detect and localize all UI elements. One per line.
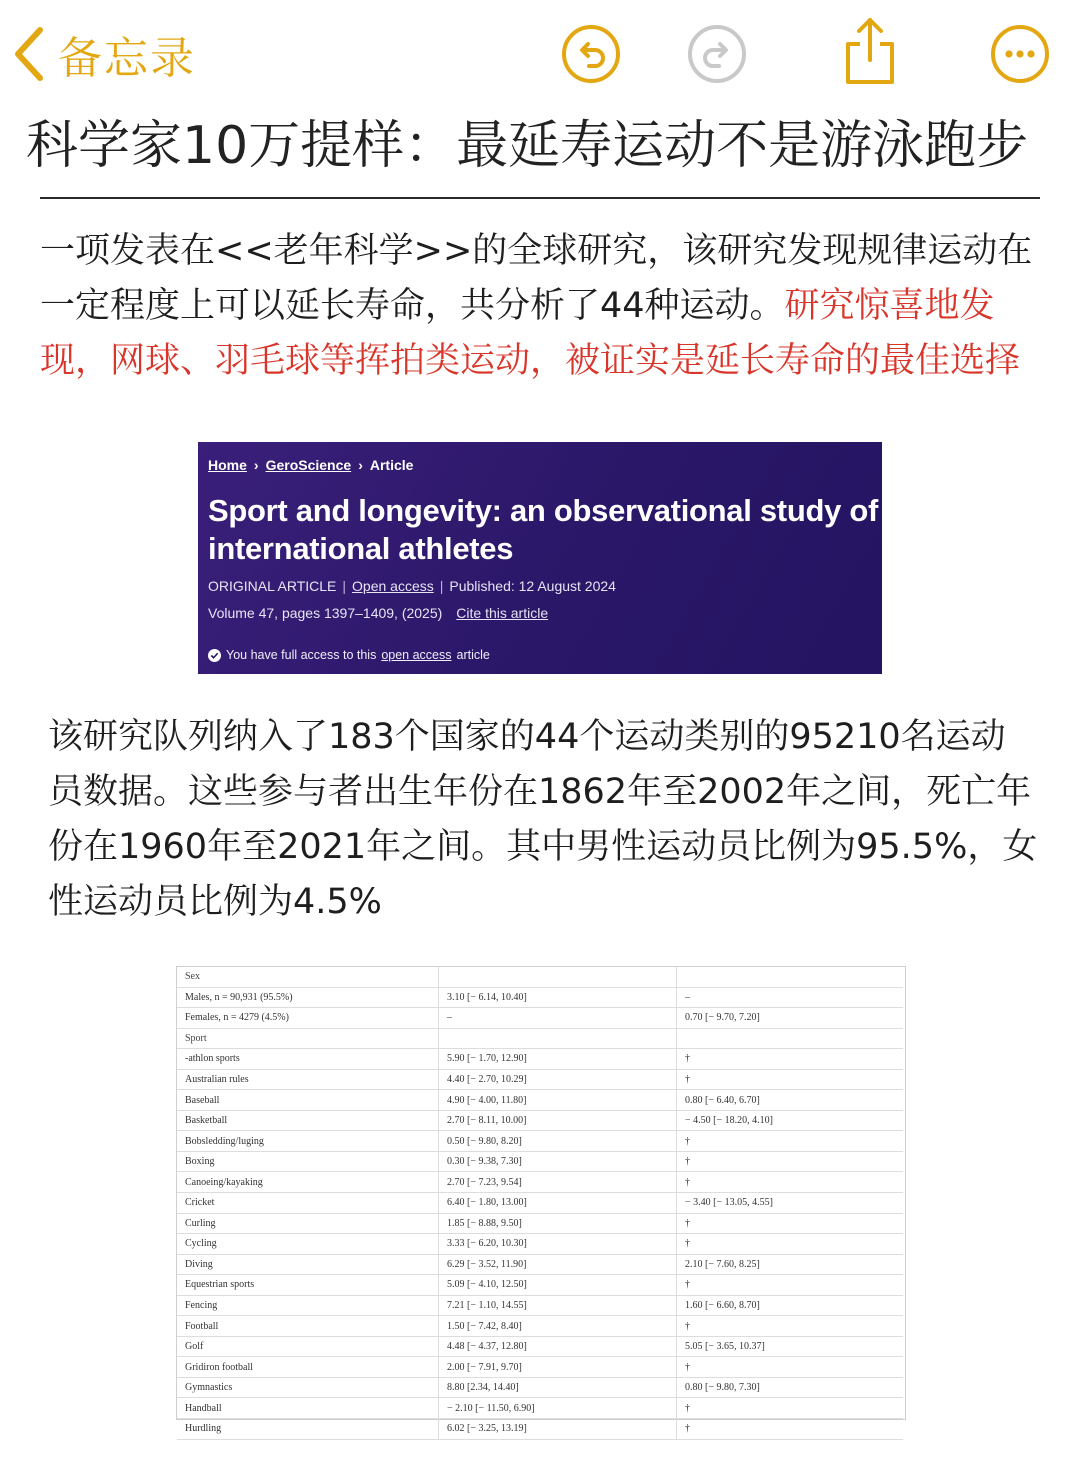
table-cell	[439, 967, 677, 987]
table-cell: 1.60 [− 6.60, 8.70]	[677, 1295, 904, 1316]
table-cell: 2.70 [− 7.23, 9.54]	[439, 1172, 677, 1193]
table-row	[177, 1254, 903, 1275]
table-row	[177, 1295, 903, 1316]
table-cell: 2.00 [− 7.91, 9.70]	[439, 1357, 677, 1378]
table-cell: †	[677, 1419, 904, 1440]
table-cell: 5.05 [− 3.65, 10.37]	[677, 1336, 904, 1357]
table-row	[177, 1419, 903, 1440]
table-cell: Females, n = 4279 (4.5%)	[177, 1008, 439, 1029]
table-cell: 4.48 [− 4.37, 12.80]	[439, 1336, 677, 1357]
share-icon	[840, 16, 900, 86]
table-row	[177, 987, 903, 1008]
table-cell: − 2.10 [− 11.50, 6.90]	[439, 1398, 677, 1419]
table-cell: Football	[177, 1316, 439, 1337]
table-row	[177, 1049, 903, 1070]
table-cell: -athlon sports	[177, 1049, 439, 1070]
table-cell: Bobsledding/luging	[177, 1131, 439, 1152]
article-title: Sport and longevity: an observational study of international athletes	[208, 493, 879, 566]
more-button[interactable]	[990, 24, 1050, 84]
table-cell: Equestrian sports	[177, 1275, 439, 1296]
table-row	[177, 1213, 903, 1234]
undo-icon	[561, 24, 621, 84]
table-row	[177, 1131, 903, 1152]
note-title: 科学家10万提样：最延寿运动不是游泳跑步	[26, 116, 1029, 176]
table-cell: 0.50 [− 9.80, 8.20]	[439, 1131, 677, 1152]
table-cell: 7.21 [− 1.10, 14.55]	[439, 1295, 677, 1316]
table-cell: †	[677, 1049, 904, 1070]
table-row	[177, 1193, 903, 1214]
table-row	[177, 1008, 903, 1029]
table-cell: †	[677, 1213, 904, 1234]
table-cell: Diving	[177, 1254, 439, 1275]
table-cell: 4.40 [− 2.70, 10.29]	[439, 1069, 677, 1090]
cohort-paragraph: 该研究队列纳入了183个国家的44个运动类别的95210名运动员数据。这些参与者出生年份在1862年至2002年之间，死亡年份在1960年至2021年之间。其中男性运动员比例为95.5%，女性运动员比例为4.5%	[48, 717, 1038, 922]
table-cell: Males, n = 90,931 (95.5%)	[177, 987, 439, 1008]
breadcrumb-separator: ›	[358, 457, 363, 473]
share-button[interactable]	[840, 16, 900, 86]
table-section-row	[177, 1028, 903, 1049]
more-icon	[990, 24, 1050, 84]
open-access-link[interactable]: Open access	[352, 578, 434, 594]
table-cell: Boxing	[177, 1151, 439, 1172]
breadcrumb-current: Article	[369, 457, 414, 473]
table-cell: †	[677, 1357, 904, 1378]
table-cell: †	[677, 1275, 904, 1296]
table-cell: †	[677, 1172, 904, 1193]
table-cell: 0.30 [− 9.38, 7.30]	[439, 1151, 677, 1172]
table-cell: Handball	[177, 1398, 439, 1419]
table-cell: †	[677, 1398, 904, 1419]
table-cell: Sex	[177, 967, 439, 987]
results-table	[176, 966, 906, 1435]
article-type: ORIGINAL ARTICLE	[208, 578, 337, 594]
table-row	[177, 1336, 903, 1357]
table-row	[177, 1377, 903, 1398]
table-cell: Cycling	[177, 1234, 439, 1255]
table-cell: Gridiron football	[177, 1357, 439, 1378]
article-meta: ORIGINAL ARTICLE | Open access | Published: 12 August 2024	[208, 578, 616, 594]
table-cell: 3.33 [− 6.20, 10.30]	[439, 1234, 677, 1255]
table-cell: †	[677, 1316, 904, 1337]
back-button[interactable]	[12, 22, 196, 86]
table-cell: 0.70 [− 9.70, 7.20]	[677, 1008, 904, 1029]
table-cell	[677, 967, 904, 987]
table-cell: †	[677, 1234, 904, 1255]
table-row	[177, 1316, 903, 1337]
cite-article-link[interactable]: Cite this article	[456, 605, 549, 621]
intro-text: 一项发表在<<老年科学>>的全球研究，该研究发现规律运动在一定程度上可以延长寿命，共分析了44种运动。	[40, 231, 1033, 326]
table-row	[177, 1090, 903, 1111]
table-row	[177, 1357, 903, 1378]
redo-icon	[687, 24, 747, 84]
table-cell: − 3.40 [− 13.05, 4.55]	[677, 1193, 904, 1214]
intro-paragraph	[40, 224, 1040, 389]
table-cell	[677, 1028, 904, 1049]
table-cell: Fencing	[177, 1295, 439, 1316]
table-cell: –	[677, 987, 904, 1008]
table-row	[177, 1275, 903, 1296]
intro-highlight: 研究惊喜地发现，网球、羽毛球等挥拍类运动，被证实是延长寿命的最佳选择	[40, 286, 1021, 381]
table-cell: –	[439, 1008, 677, 1029]
table-row	[177, 1234, 903, 1255]
article-volume: Volume 47, pages 1397–1409, (2025)	[208, 605, 443, 621]
table-cell: †	[677, 1131, 904, 1152]
table-cell: Hurdling	[177, 1419, 439, 1440]
table-cell: 2.10 [− 7.60, 8.25]	[677, 1254, 904, 1275]
title-divider	[40, 197, 1040, 199]
table-cell: Australian rules	[177, 1069, 439, 1090]
table-cell: 3.10 [− 6.14, 10.40]	[439, 987, 677, 1008]
table-cell: 6.02 [− 3.25, 13.19]	[439, 1419, 677, 1440]
table-cell: Basketball	[177, 1110, 439, 1131]
table-section-row	[177, 967, 903, 987]
table-cell: 4.90 [− 4.00, 11.80]	[439, 1090, 677, 1111]
breadcrumb-home[interactable]: Home	[208, 457, 247, 473]
table-cell: 6.29 [− 3.52, 11.90]	[439, 1254, 677, 1275]
table-cell: 5.09 [− 4.10, 12.50]	[439, 1275, 677, 1296]
table-cell: 0.80 [− 6.40, 6.70]	[677, 1090, 904, 1111]
article-header-image	[198, 442, 882, 674]
table-row	[177, 1151, 903, 1172]
table-cell: Cricket	[177, 1193, 439, 1214]
table-row	[177, 1398, 903, 1419]
table-cell: Canoeing/kayaking	[177, 1172, 439, 1193]
table-cell	[439, 1028, 677, 1049]
chevron-left-icon	[12, 26, 46, 82]
breadcrumb-separator: ›	[253, 457, 259, 473]
table-cell: Sport	[177, 1028, 439, 1049]
published-date: Published: 12 August 2024	[449, 578, 616, 594]
check-circle-icon	[208, 649, 221, 662]
table-cell: 0.80 [− 9.80, 7.30]	[677, 1377, 904, 1398]
back-label: 备忘录	[58, 33, 196, 84]
article-volume-row	[208, 605, 548, 621]
results-table-grid	[177, 967, 903, 1440]
table-cell: Gymnastics	[177, 1377, 439, 1398]
table-row	[177, 1069, 903, 1090]
table-cell: †	[677, 1069, 904, 1090]
table-cell: 8.80 [2.34, 14.40]	[439, 1377, 677, 1398]
table-cell: †	[677, 1151, 904, 1172]
table-cell: − 4.50 [− 18.20, 4.10]	[677, 1110, 904, 1131]
breadcrumb	[208, 457, 413, 473]
table-cell: 5.90 [− 1.70, 12.90]	[439, 1049, 677, 1070]
table-cell: 1.85 [− 8.88, 9.50]	[439, 1213, 677, 1234]
access-open-access-link[interactable]: open access	[381, 648, 452, 662]
navigation-bar	[0, 0, 1080, 108]
table-cell: 2.70 [− 8.11, 10.00]	[439, 1110, 677, 1131]
table-cell: Curling	[177, 1213, 439, 1234]
table-cell: 6.40 [− 1.80, 13.00]	[439, 1193, 677, 1214]
breadcrumb-journal[interactable]: GeroScience	[265, 457, 352, 473]
table-row	[177, 1110, 903, 1131]
table-row	[177, 1172, 903, 1193]
redo-button[interactable]	[687, 24, 747, 84]
table-cell: Golf	[177, 1336, 439, 1357]
undo-button[interactable]	[561, 24, 621, 84]
access-notice: You have full access to this open access article	[208, 648, 490, 662]
table-cell: Baseball	[177, 1090, 439, 1111]
table-cell: 1.50 [− 7.42, 8.40]	[439, 1316, 677, 1337]
